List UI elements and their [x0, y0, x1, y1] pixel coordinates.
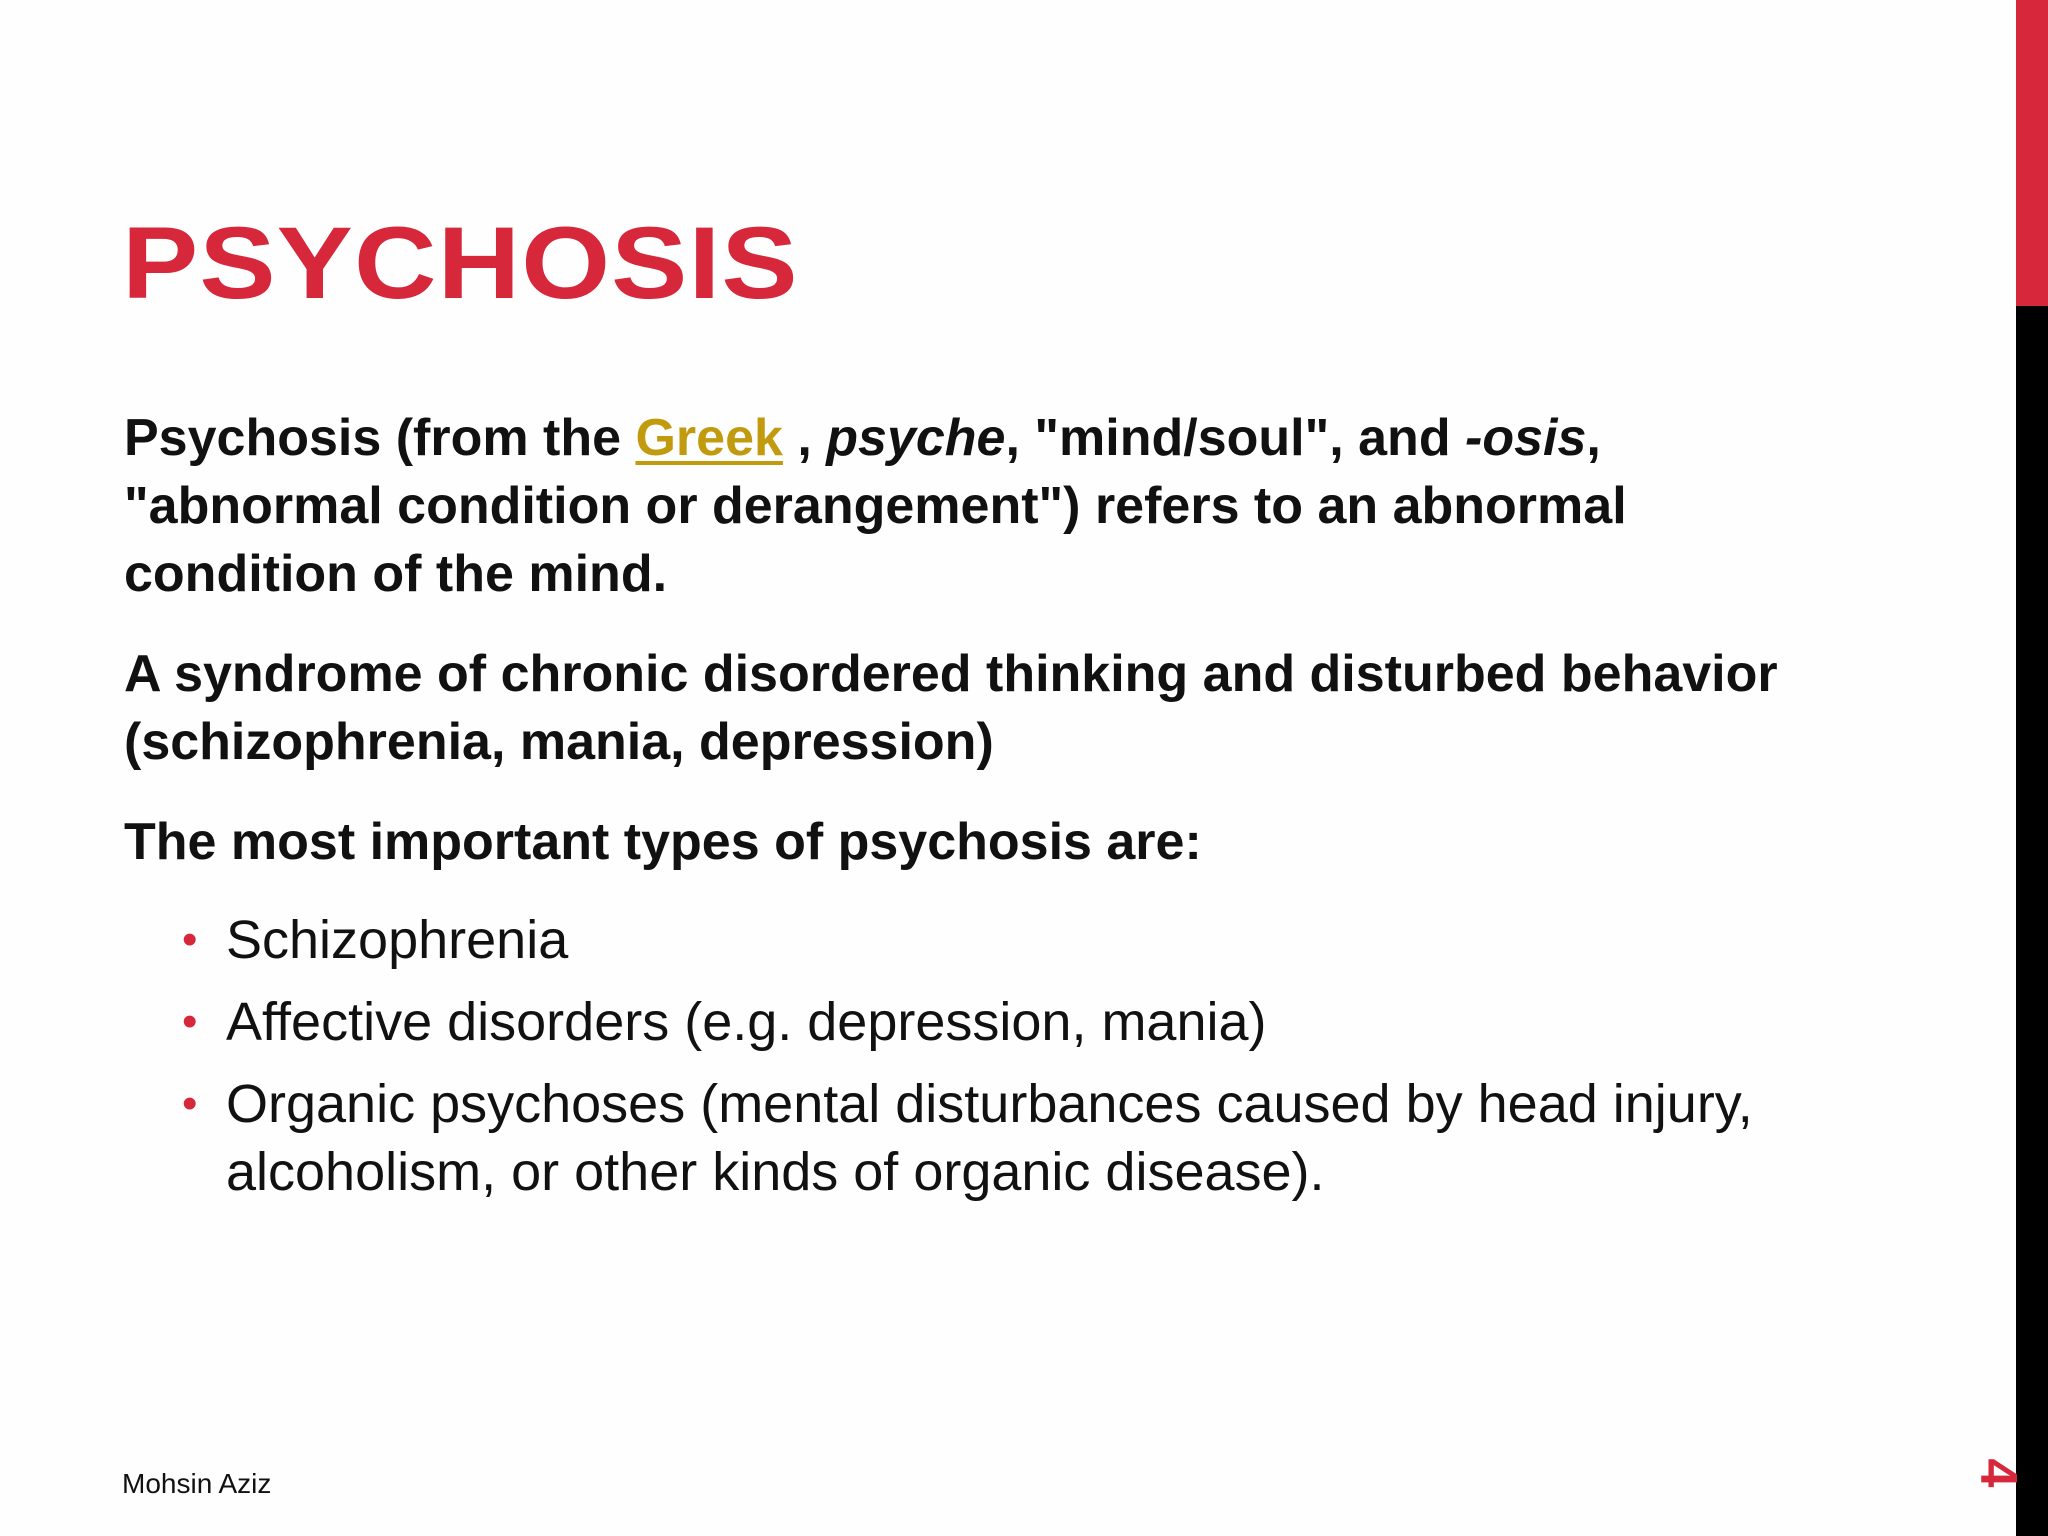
list-item-affective-disorders	[182, 988, 1782, 1056]
list-item-schizophrenia	[182, 906, 1782, 974]
list-item-text: Schizophrenia	[226, 910, 569, 970]
bullet-icon: •	[182, 997, 198, 1046]
sidebar-accent-red	[2016, 0, 2048, 306]
slide-title: PSYCHOSIS	[122, 206, 799, 320]
types-heading: The most important types of psychosis are:	[124, 813, 1202, 871]
bullet-icon: •	[182, 915, 198, 964]
sidebar-accent-black	[2016, 306, 2048, 1536]
list-item-organic-psychoses	[182, 1070, 1782, 1206]
bullet-icon: •	[182, 1079, 198, 1128]
osis-term: -osis	[1465, 409, 1587, 467]
psyche-term: psyche	[826, 409, 1006, 467]
greek-link[interactable]: Greek	[635, 409, 783, 467]
definition-text-comma: ,	[782, 409, 827, 467]
definition-text-end: , "abnormal condition or derangement") refers to an abnormal condition of the mind.	[124, 409, 1627, 603]
list-item-text: Organic psychoses (mental disturbances caused by head injury, alcoholism, or other kinds of organic disease).	[226, 1074, 1753, 1202]
definition-text-start: Psychosis (from the	[124, 409, 636, 467]
list-item-text: Affective disorders (e.g. depression, mania)	[226, 992, 1267, 1052]
syndrome-paragraph: A syndrome of chronic disordered thinking and disturbed behavior (schizophrenia, mania, depression)	[124, 645, 1778, 771]
page-number: 4	[1969, 1458, 2027, 1488]
footer-author: Mohsin Aziz	[122, 1468, 272, 1499]
definition-text-mind-soul: , "mind/soul", and	[1005, 409, 1466, 467]
definition-paragraph	[124, 404, 1824, 608]
psychosis-types-list	[182, 906, 1782, 1220]
